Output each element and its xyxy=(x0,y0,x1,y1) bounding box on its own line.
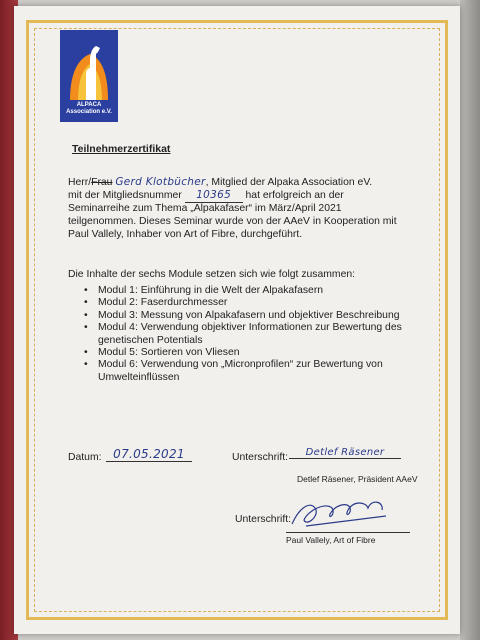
signature-label-1: Unterschrift: xyxy=(232,452,289,463)
bullet: • xyxy=(84,322,88,334)
modules-list xyxy=(84,285,434,384)
cooperation-line: teilgenommen. Dieses Seminar wurde von der AAeV in Kooperation mit xyxy=(68,216,397,227)
organizer-line: Paul Vallely, Inhaber von Art of Fibre, durchgeführt. xyxy=(68,229,303,240)
date-label: Datum: xyxy=(68,452,102,463)
logo-line-1: ALPACA xyxy=(76,102,102,108)
module-item: • Modul 5: Sortieren von Vliesen xyxy=(84,347,240,359)
module-item: • Modul 2: Faserdurchmesser xyxy=(84,297,228,309)
signature-1-handwriting: Detlef Räsener xyxy=(289,447,401,459)
salutation-herr: Herr/ xyxy=(68,177,92,188)
date-value: 07.05.2021 xyxy=(106,447,192,462)
signature-2-line xyxy=(286,532,410,533)
seminar-line: Seminarreihe zum Thema „Alpakafaser“ im März/April 2021 xyxy=(68,203,342,214)
bullet: • xyxy=(84,297,88,309)
success-text: hat erfolgreich an der xyxy=(245,190,344,201)
bullet: • xyxy=(84,309,88,321)
signature-2-caption: Paul Vallely, Art of Fibre xyxy=(286,535,376,545)
member-number-label: mit der Mitgliedsnummer xyxy=(68,190,182,201)
logo-line-2: Association e.V. xyxy=(66,109,112,115)
member-number: 10365 xyxy=(185,189,243,203)
module-item: • Modul 3: Messung von Alpakafasern und objektiver Beschreibung xyxy=(84,309,400,321)
modules-intro: Die Inhalte der sechs Module setzen sich wie folgt zusammen: xyxy=(68,269,356,280)
membership-text: , Mitglied der Alpaka Association eV. xyxy=(205,177,373,188)
certificate-content xyxy=(14,6,460,634)
module-item: • Modul 6: Verwendung von „Micronprofilen“ zur Bewertung von Umwelteinflüssen xyxy=(84,359,383,383)
participant-line xyxy=(68,176,428,189)
background-right xyxy=(460,0,480,640)
signature-1-caption: Detlef Räsener, Präsident AAeV xyxy=(297,474,418,484)
certificate-title: Teilnehmerzertifikat xyxy=(72,143,171,155)
bullet: • xyxy=(84,359,88,371)
salutation-frau-struck: Frau xyxy=(91,177,113,188)
bullet: • xyxy=(84,347,88,359)
member-number-line xyxy=(68,189,428,203)
participant-name: Gerd Klotbücher xyxy=(115,176,206,188)
signature-label-2: Unterschrift: xyxy=(235,514,292,525)
bullet: • xyxy=(84,285,88,296)
certificate-paper xyxy=(14,6,460,634)
module-item: • Modul 1: Einführung in die Welt der Alpakafasern xyxy=(84,285,324,296)
signature-2-scribble xyxy=(286,496,396,532)
module-item: • Modul 4: Verwendung objektiver Informationen zur Bewertung des genetischen Potentials xyxy=(84,322,402,346)
